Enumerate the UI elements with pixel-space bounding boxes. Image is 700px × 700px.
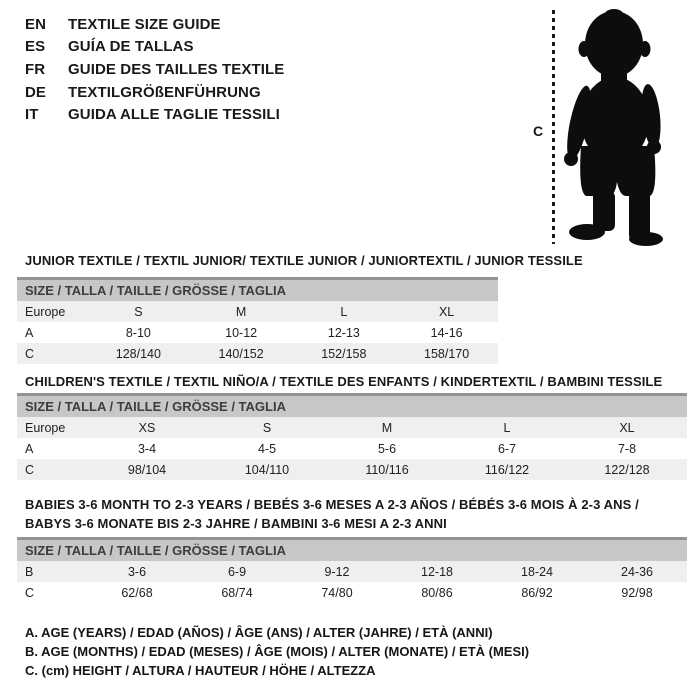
size-table-header: SIZE / TALLA / TAILLE / GRÖSSE / TAGLIA	[17, 396, 687, 417]
cell-value: 92/98	[621, 585, 653, 600]
language-code: FR	[25, 60, 46, 78]
cell-value: 158/170	[424, 346, 470, 361]
row-label: C	[25, 346, 35, 361]
legend-line-height: C. (cm) HEIGHT / ALTURA / HAUTEUR / HÖHE / ALTEZZA	[25, 663, 376, 678]
cell-value: 12-18	[421, 564, 453, 579]
cell-value: 3-6	[127, 564, 147, 579]
cell-value: 128/140	[115, 346, 161, 361]
legend-line-age-months: B. AGE (MONTHS) / EDAD (MESES) / ÂGE (MOIS) / ALTER (MONATE) / ETÀ (MESI)	[25, 644, 530, 659]
cell-value: 5-6	[377, 441, 397, 456]
cell-value: 12-13	[327, 325, 360, 340]
table-row	[17, 417, 687, 438]
language-code: ES	[25, 38, 46, 56]
title-line: JUNIOR TEXTILE / TEXTIL JUNIOR/ TEXTILE JUNIOR / JUNIORTEXTIL / JUNIOR TESSILE	[25, 253, 583, 268]
cell-value: XL	[438, 304, 455, 319]
cell-value: 74/80	[321, 585, 353, 600]
guide-title-es: GUÍA DE TALLAS	[68, 38, 194, 56]
cell-value: S	[134, 304, 143, 319]
cell-value: 9-12	[324, 564, 350, 579]
table-row	[17, 582, 687, 603]
guide-title-fr: GUIDE DES TAILLES TEXTILE	[68, 60, 285, 78]
cell-value: 10-12	[225, 325, 258, 340]
cell-value: 6-9	[227, 564, 247, 579]
size-grid-table	[17, 417, 687, 480]
cell-value: 68/74	[221, 585, 253, 600]
table-row	[17, 459, 687, 480]
language-row-en	[25, 13, 284, 36]
size-grid-table	[17, 561, 687, 603]
table-row	[17, 301, 498, 322]
row-label: C	[25, 585, 35, 600]
language-code: IT	[25, 106, 39, 124]
language-row-es	[25, 36, 284, 59]
cell-value: 80/86	[421, 585, 453, 600]
cell-value: 62/68	[121, 585, 153, 600]
cell-value: 152/158	[321, 346, 367, 361]
guide-title-it: GUIDA ALLE TAGLIE TESSILI	[68, 106, 280, 124]
language-row-fr	[25, 58, 284, 81]
cell-value: 6-7	[497, 441, 517, 456]
cell-value: 86/92	[521, 585, 553, 600]
title-line: BABIES 3-6 MONTH TO 2-3 YEARS / BEBÉS 3-6 MESES A 2-3 AÑOS / BÉBÉS 3-6 MOIS À 2-3 ANS /	[25, 497, 639, 512]
title-line: CHILDREN'S TEXTILE / TEXTIL NIÑO/A / TEXTILE DES ENFANTS / KINDERTEXTIL / BAMBINI TESSILE	[25, 374, 663, 389]
row-label: Europe	[25, 420, 66, 435]
babies-size-grid	[17, 561, 687, 603]
cell-value: 104/110	[244, 462, 290, 477]
cell-value: 14-16	[430, 325, 463, 340]
children-size-grid	[17, 417, 687, 480]
cell-value: 98/104	[127, 462, 167, 477]
language-title-list	[25, 13, 284, 126]
guide-title-en: TEXTILE SIZE GUIDE	[68, 15, 221, 33]
babies-size-table	[17, 537, 687, 603]
language-code: EN	[25, 15, 47, 33]
language-row-de	[25, 81, 284, 104]
cell-value: L	[340, 304, 348, 319]
language-row-it	[25, 103, 284, 126]
table-row	[17, 438, 687, 459]
babies-table-title	[25, 495, 639, 533]
cell-value: XL	[619, 420, 635, 435]
cell-value: XS	[138, 420, 156, 435]
table-row	[17, 561, 687, 582]
table-row	[17, 343, 498, 364]
guide-title-de: TEXTILGRÖßENFÜHRUNG	[68, 83, 261, 101]
cell-value: L	[503, 420, 511, 435]
row-label: C	[25, 462, 35, 477]
cell-value: 116/122	[484, 462, 530, 477]
row-label: B	[25, 564, 34, 579]
height-measure-label: C	[533, 123, 544, 139]
size-table-header: SIZE / TALLA / TAILLE / GRÖSSE / TAGLIA	[17, 540, 687, 561]
cell-value: M	[235, 304, 247, 319]
legend-line-age-years: A. AGE (YEARS) / EDAD (AÑOS) / ÂGE (ANS) / ALTER (JAHRE) / ETÀ (ANNI)	[25, 625, 493, 640]
row-label: A	[25, 441, 34, 456]
cell-value: 18-24	[521, 564, 553, 579]
table-row	[17, 322, 498, 343]
cell-value: 140/152	[218, 346, 264, 361]
toddler-silhouette-icon	[557, 8, 672, 246]
cell-value: 24-36	[621, 564, 653, 579]
cell-value: 8-10	[125, 325, 151, 340]
measure-legend	[25, 623, 529, 680]
size-grid-table	[17, 301, 498, 364]
cell-value: S	[262, 420, 272, 435]
cell-value: 122/128	[604, 462, 650, 477]
cell-value: 110/116	[365, 462, 409, 477]
size-table-header: SIZE / TALLA / TAILLE / GRÖSSE / TAGLIA	[17, 280, 498, 301]
junior-size-table	[17, 277, 498, 364]
cell-value: 3-4	[137, 441, 157, 456]
junior-size-grid	[17, 301, 498, 364]
cell-value: M	[381, 420, 393, 435]
children-size-table	[17, 393, 687, 480]
language-code: DE	[25, 83, 47, 101]
junior-table-title	[25, 251, 583, 270]
cell-value: 4-5	[257, 441, 277, 456]
height-measure-dashed-line	[552, 10, 555, 244]
title-line: BABYS 3-6 MONATE BIS 2-3 JAHRE / BAMBINI 3-6 MESI A 2-3 ANNI	[25, 516, 447, 531]
row-label: A	[25, 325, 34, 340]
cell-value: 7-8	[617, 441, 637, 456]
children-table-title	[25, 372, 662, 391]
row-label: Europe	[25, 304, 66, 319]
